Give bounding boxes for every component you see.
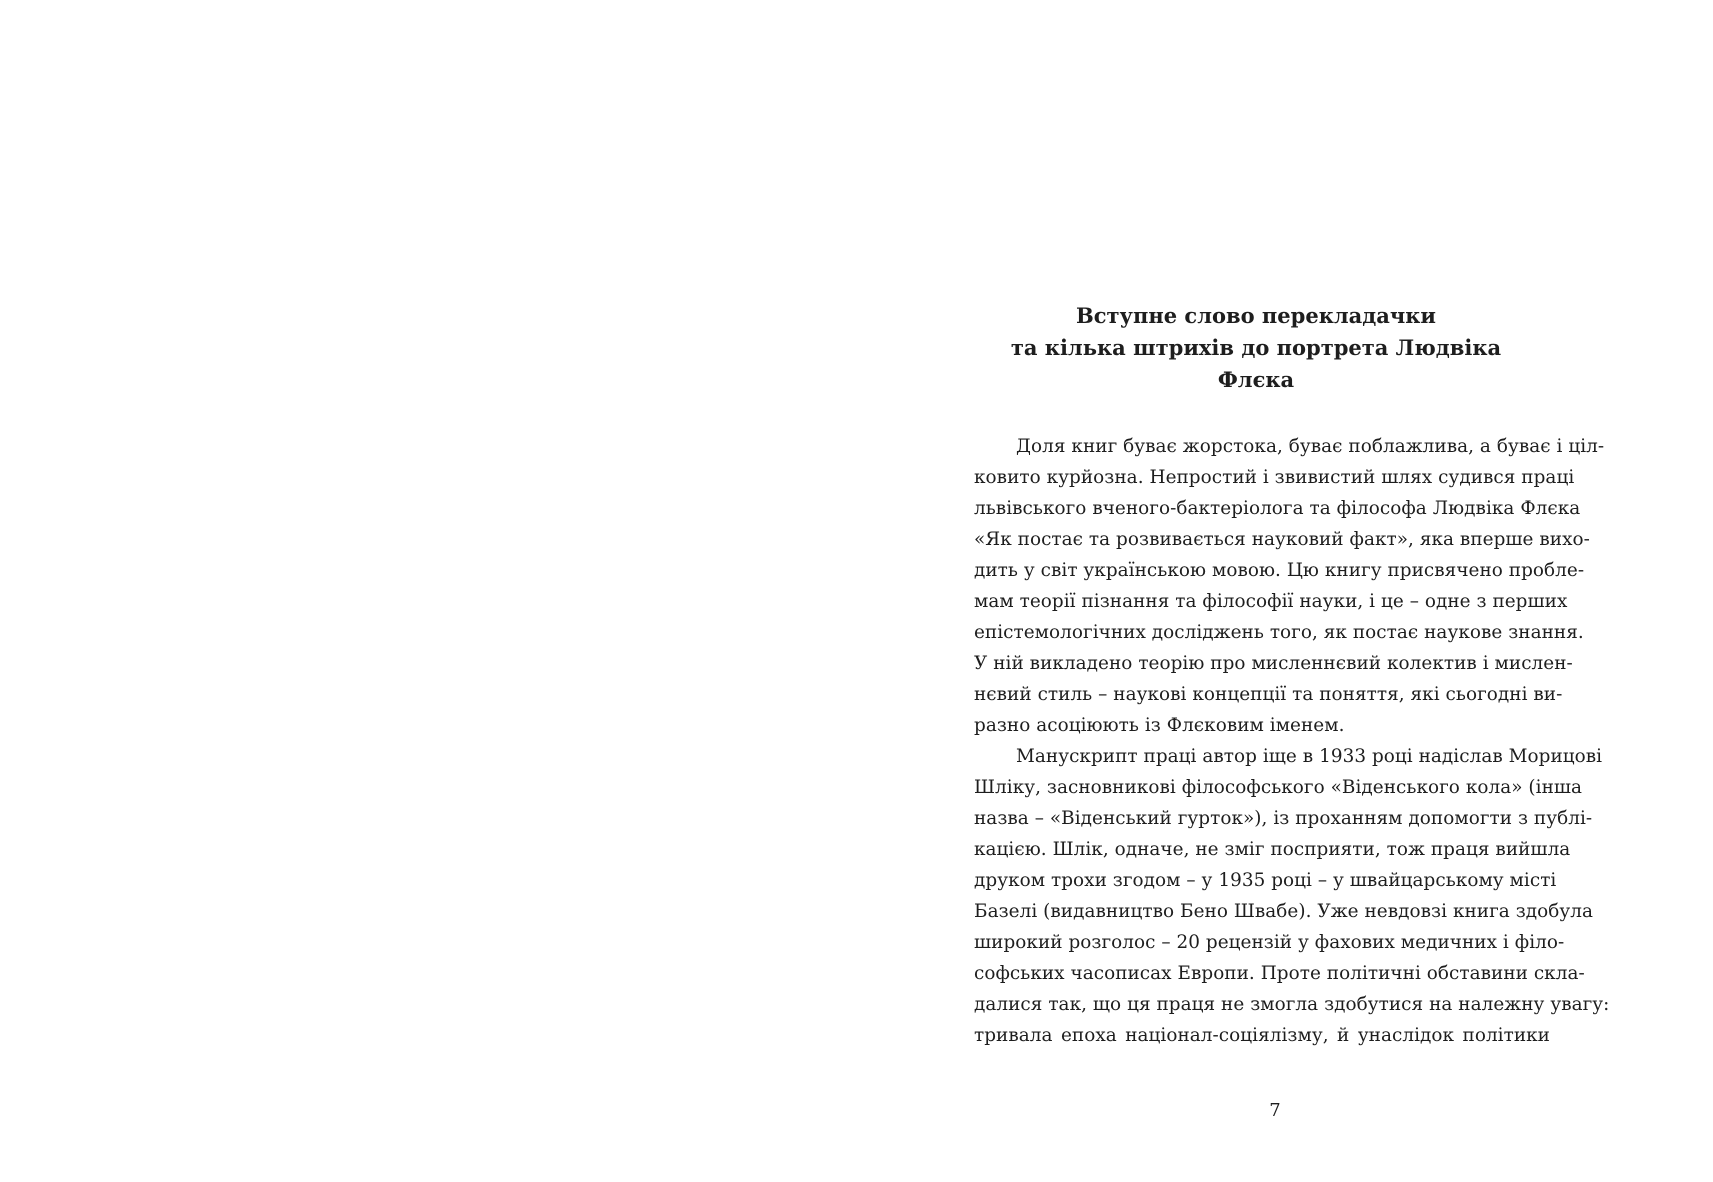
paragraph-2-line-10: тривала епоха націонал-соціялізму, й унаслідок політики	[974, 1025, 1550, 1046]
paragraph-1-line-7: епістемологічних досліджень того, як постає наукове знання.	[974, 622, 1584, 643]
paragraph-1-line-8: У ній викладено теорію про мисленнєвий колектив і мислен-	[974, 653, 1573, 674]
paragraph-1-line-2: ковито курйозна. Непростий і звивистий шлях судився праці	[974, 467, 1575, 488]
paragraph-1-line-5: дить у світ українською мовою. Цю книгу присвячено пробле-	[974, 560, 1585, 581]
paragraph-2-line-2: Шліку, засновникові філософського «Віденського кола» (інша	[974, 777, 1583, 798]
paragraph-1-line-1: Доля книг буває жорстока, буває поблажлива, а буває і ціл-	[1016, 436, 1605, 457]
page-number: 7	[1269, 1100, 1281, 1121]
paragraph-2-line-8: софських часописах Европи. Проте політичні обставини скла-	[974, 963, 1585, 984]
paragraph-1-line-4: «Як постає та розвивається науковий факт», яка вперше вихо-	[974, 529, 1590, 550]
paragraph-1-line-10: разно асоціюють із Флєковим іменем.	[974, 715, 1345, 736]
paragraph-2-line-6: Базелі (видавництво Бено Швабе). Уже невдовзі книга здобула	[974, 901, 1594, 922]
left-page-blank	[0, 0, 856, 1182]
chapter-title	[970, 300, 1542, 396]
paragraph-2-line-7: широкий розголос – 20 рецензій у фахових медичних і філо-	[974, 932, 1565, 953]
chapter-title-line-2: та кілька штрихів до портрета Людвіка Флєка	[1010, 335, 1502, 392]
paragraph-1-line-3: львівського вченого-бактеріолога та філософа Людвіка Флєка	[974, 498, 1581, 519]
paragraph-2-line-3: назва – «Віденський гурток»), із проханням допомогти з публі-	[974, 808, 1593, 829]
paragraph-2-line-4: кацією. Шлік, одначе, не зміг посприяти, тож праця вийшла	[974, 839, 1571, 860]
right-page	[857, 0, 1713, 1182]
paragraph-2-line-5: друком трохи згодом – у 1935 році – у швайцарському місті	[974, 870, 1557, 891]
paragraph-2-line-1: Манускрипт праці автор іще в 1933 році надіслав Морицові	[1016, 746, 1603, 767]
body-text	[974, 431, 1610, 1051]
paragraph-2-line-9: далися так, що ця праця не змогла здобутися на належну увагу:	[974, 994, 1610, 1015]
paragraph-1-line-6: мам теорії пізнання та філософії науки, і це – одне з перших	[974, 591, 1568, 612]
paragraph-1-line-9: нєвий стиль – наукові концепції та поняття, які сьогодні ви-	[974, 684, 1563, 705]
chapter-title-line-1: Вступне слово перекладачки	[1076, 303, 1436, 328]
